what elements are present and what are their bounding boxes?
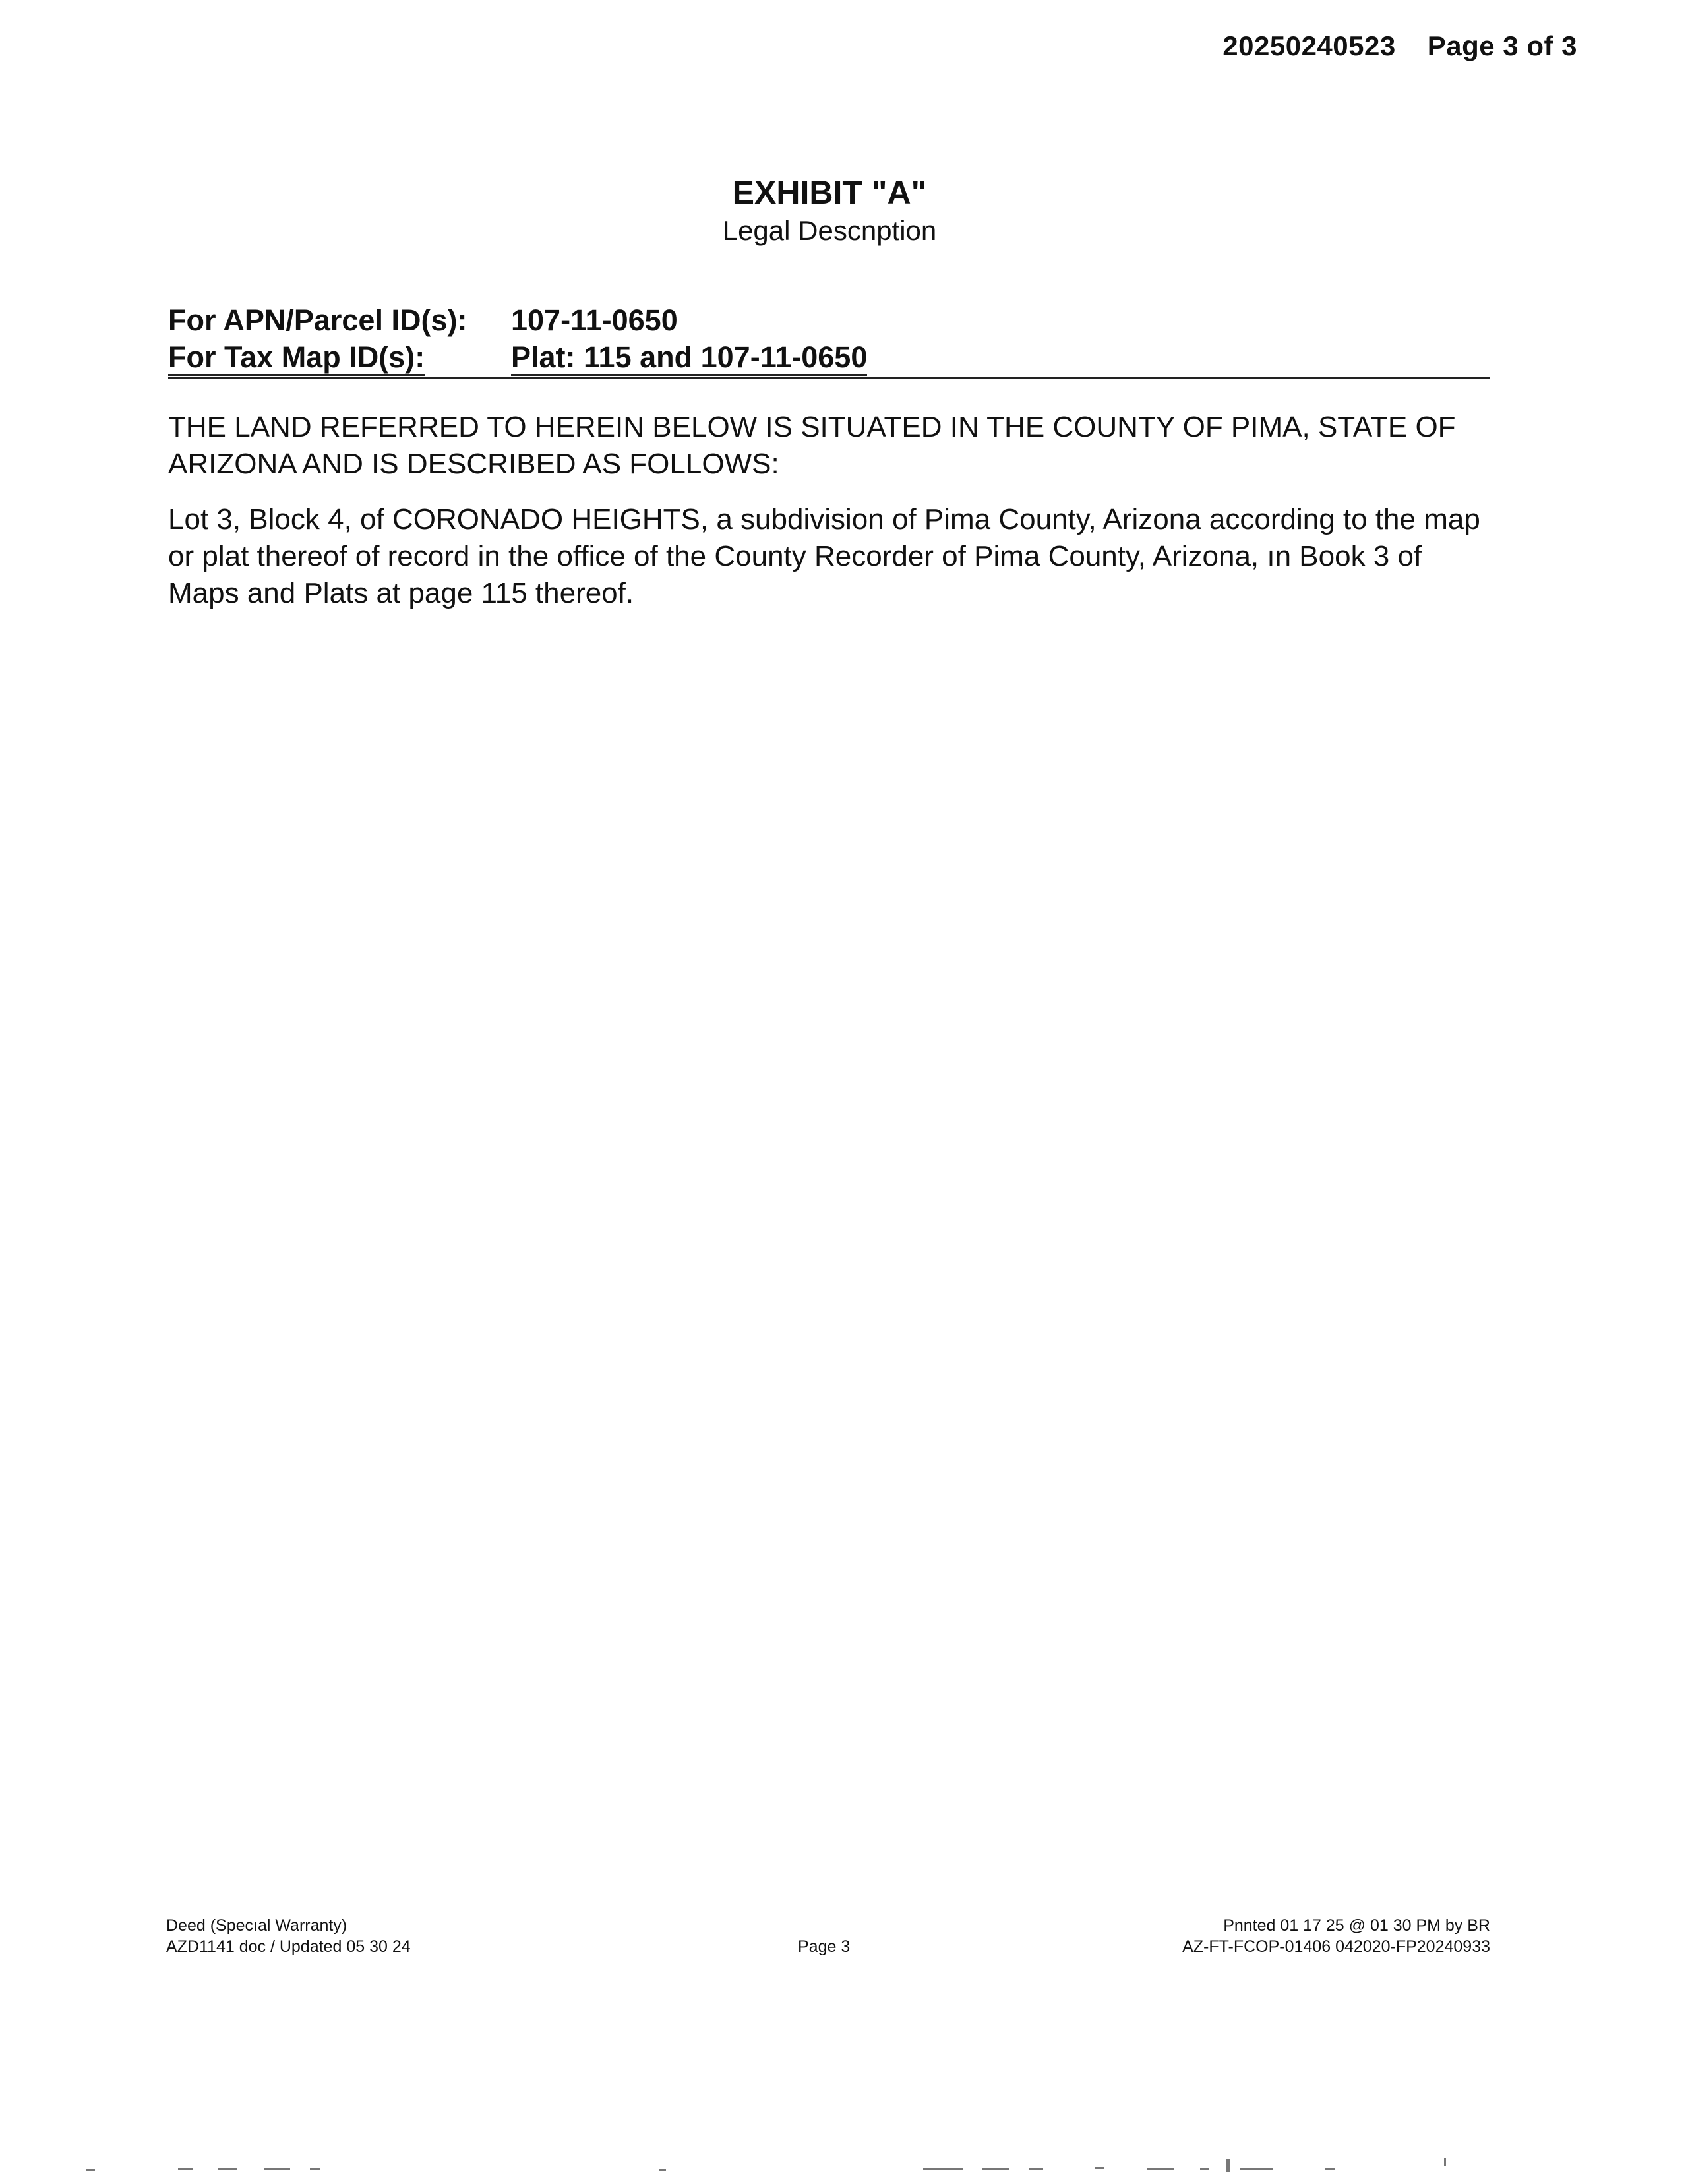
apn-value: 107-11-0650 (511, 303, 678, 337)
recording-number: 20250240523 (1222, 30, 1396, 61)
scan-artifacts (0, 2156, 1688, 2176)
doc-update: AZD1141 doc / Updated 05 30 24 (166, 1937, 411, 1956)
taxmap-label: For Tax Map ID(s): (168, 339, 511, 376)
taxmap-row (168, 339, 1490, 376)
land-intro-paragraph: THE LAND REFERRED TO HEREIN BELOW IS SITUATED IN THE COUNTY OF PIMA, STATE OF ARIZONA AND IS DESCRIBED AS FOLLOWS: (168, 411, 1456, 480)
footer-page-label: Page 3 (798, 1937, 851, 1956)
exhibit-title: EXHIBIT "A" (732, 174, 927, 211)
page-indicator: Page 3 of 3 (1427, 30, 1577, 61)
footer-right (1182, 1915, 1490, 1957)
footer-left (166, 1915, 411, 1957)
printed-stamp: Pnnted 01 17 25 @ 01 30 PM by BR (1223, 1916, 1490, 1935)
parcel-ids (168, 302, 1490, 379)
taxmap-value: Plat: 115 and 107-11-0650 (511, 339, 867, 376)
recording-header (1222, 30, 1577, 62)
exhibit-heading (0, 173, 1659, 249)
deed-type: Deed (Specıal Warranty) (166, 1916, 347, 1935)
apn-row (168, 302, 1490, 339)
file-reference: AZ-FT-FCOP-01406 042020-FP20240933 (1182, 1937, 1490, 1956)
legal-description-paragraph: Lot 3, Block 4, of CORONADO HEIGHTS, a subdivision of Pima County, Arizona according to the map or plat thereof of record in the office of the County Recorder of Pima County, Arizona, ın Book 3 of Maps and Plats at page 115 thereof. (168, 503, 1480, 609)
apn-label: For APN/Parcel ID(s): (168, 303, 467, 337)
exhibit-subtitle: Legal Descnption (722, 215, 937, 246)
